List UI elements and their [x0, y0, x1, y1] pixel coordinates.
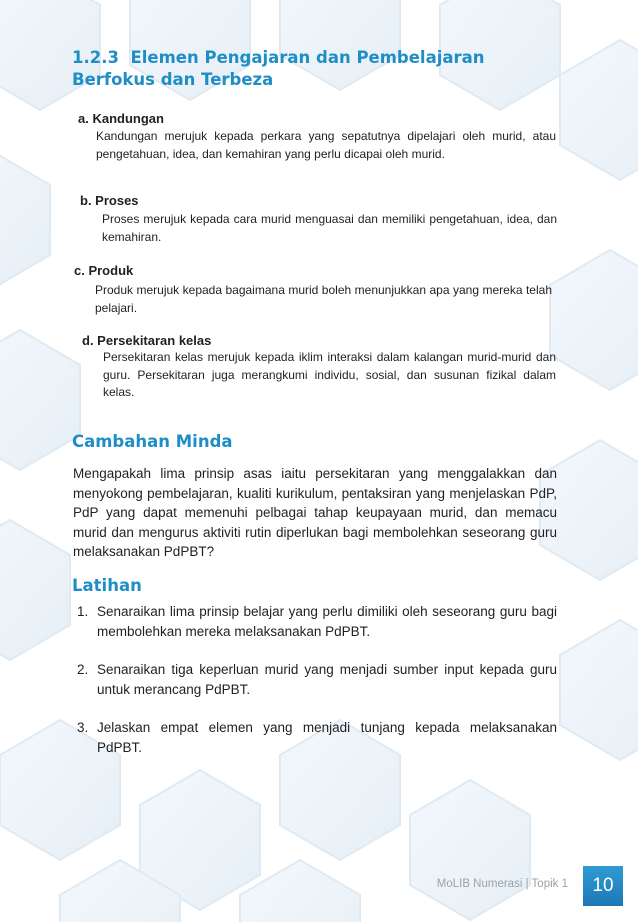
latihan-item-number: 2. — [77, 662, 89, 677]
element-text-persekitaran: Persekitaran kelas merujuk kepada iklim interaksi dalam kalangan murid-murid dan guru. Persekitaran juga merangkumi individu, sosial, dan susunan fizikal dalam kelas. — [103, 350, 556, 399]
latihan-item-number: 1. — [77, 604, 89, 619]
footer-label: MoLIB Numerasi | Topik 1 — [436, 878, 568, 890]
page-number-badge — [583, 866, 623, 906]
section-number: 1.2.3 — [72, 48, 119, 67]
element-label-persekitaran: d. Persekitaran kelas — [82, 333, 212, 348]
latihan-item-text: Senaraikan lima prinsip belajar yang perlu dimiliki oleh seseorang guru bagi membolehkan mereka melaksanakan PdPBT. — [97, 604, 557, 639]
latihan-item — [73, 718, 557, 757]
latihan-item-text: Jelaskan empat elemen yang menjadi tunjang kepada melaksanakan PdPBT. — [97, 720, 557, 755]
page-number: 10 — [592, 875, 614, 896]
cambahan-minda-heading: Cambahan Minda — [72, 432, 233, 451]
latihan-item — [73, 602, 557, 641]
cambahan-minda-text: Mengapakah lima prinsip asas iaitu persekitaran yang menggalakkan dan menyokong pembelajaran, kualiti kurikulum, pentaksiran yang menjelaskan PdP, PdP yang dapat memenuhi pelbagai tahap keupayaan murid, dan memacu murid dan mengurus aktiviti rutin diperlukan bagi membolehkan seseorang guru melaksanakan PdPBT? — [73, 466, 557, 559]
latihan-item-number: 3. — [77, 720, 89, 735]
element-label-kandungan: a. Kandungan — [78, 111, 164, 126]
latihan-list — [73, 602, 557, 776]
element-label-proses: b. Proses — [80, 193, 139, 208]
section-heading — [72, 47, 562, 91]
section-title: Elemen Pengajaran dan Pembelajaran Berfokus dan Terbeza — [72, 48, 485, 89]
element-text-produk: Produk merujuk kepada bagaimana murid boleh menunjukkan apa yang mereka telah pelajari. — [95, 283, 552, 315]
element-text-kandungan: Kandungan merujuk kepada perkara yang sepatutnya dipelajari oleh murid, atau pengetahuan, idea, dan kemahiran yang perlu dicapai oleh murid. — [96, 129, 556, 161]
latihan-heading: Latihan — [72, 576, 142, 595]
latihan-item-text: Senaraikan tiga keperluan murid yang menjadi sumber input kepada guru untuk merancang PdPBT. — [97, 662, 557, 697]
element-text-proses: Proses merujuk kepada cara murid menguasai dan memiliki pengetahuan, idea, dan kemahiran. — [102, 212, 557, 244]
latihan-item — [73, 660, 557, 699]
element-label-produk: c. Produk — [74, 263, 134, 278]
